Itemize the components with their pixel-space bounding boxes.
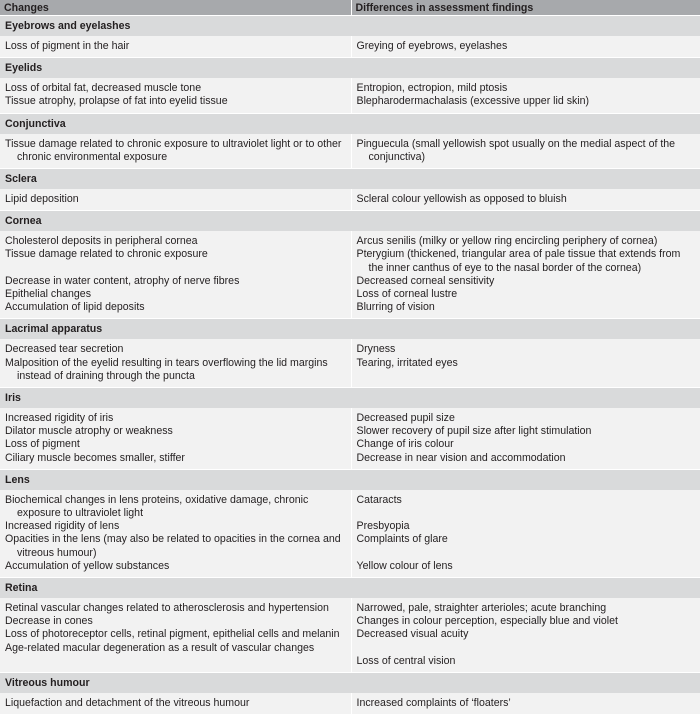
section-header-row xyxy=(0,211,700,232)
change-item: Dilator muscle atrophy or weakness xyxy=(5,425,346,438)
table-row xyxy=(0,408,700,469)
section-header-row xyxy=(0,388,700,409)
change-item: Loss of orbital fat, decreased muscle tone xyxy=(5,82,346,95)
findings-cell xyxy=(351,189,700,211)
header-findings: Differences in assessment findings xyxy=(351,0,700,16)
finding-item: Loss of central vision xyxy=(357,655,696,668)
findings-cell xyxy=(351,78,700,113)
change-item: Decreased tear secretion xyxy=(5,343,346,356)
finding-item: Yellow colour of lens xyxy=(357,560,696,573)
change-item: Increased rigidity of lens xyxy=(5,520,346,533)
section-title: Conjunctiva xyxy=(0,113,700,134)
change-item: Cholesterol deposits in peripheral cornea xyxy=(5,235,346,248)
findings-cell xyxy=(351,36,700,58)
finding-item: Decreased pupil size xyxy=(357,412,696,425)
section-header-row xyxy=(0,319,700,340)
section-title: Sclera xyxy=(0,169,700,190)
finding-item: Slower recovery of pupil size after light stimulation xyxy=(357,425,696,438)
section-title: Lens xyxy=(0,469,700,490)
section-header-row xyxy=(0,578,700,599)
finding-item: Scleral colour yellowish as opposed to bluish xyxy=(357,193,696,206)
changes-cell xyxy=(0,231,351,319)
change-item: Loss of photoreceptor cells, retinal pigment, epithelial cells and melanin xyxy=(5,628,346,641)
table-row xyxy=(0,598,700,673)
finding-item xyxy=(357,507,696,520)
change-item: Decrease in cones xyxy=(5,615,346,628)
change-item: Tissue damage related to chronic exposure to ultraviolet light or to other chronic environmental exposure xyxy=(5,138,346,164)
section-title: Lacrimal apparatus xyxy=(0,319,700,340)
table-header-row xyxy=(0,0,700,16)
changes-cell xyxy=(0,693,351,714)
section-title: Vitreous humour xyxy=(0,673,700,694)
change-item: Age-related macular degeneration as a result of vascular changes xyxy=(5,642,346,655)
finding-item xyxy=(357,547,696,560)
finding-item: Decreased visual acuity xyxy=(357,628,696,641)
change-item: Accumulation of yellow substances xyxy=(5,560,346,573)
finding-item: Blurring of vision xyxy=(357,301,696,314)
section-header-row xyxy=(0,58,700,79)
change-item: Biochemical changes in lens proteins, oxidative damage, chronic exposure to ultraviolet light xyxy=(5,494,346,520)
changes-cell xyxy=(0,598,351,673)
finding-item: Increased complaints of ‘floaters’ xyxy=(357,697,696,710)
section-header-row xyxy=(0,169,700,190)
change-item: Opacities in the lens (may also be related to opacities in the cornea and vitreous humour) xyxy=(5,533,346,559)
change-item: Increased rigidity of iris xyxy=(5,412,346,425)
findings-cell xyxy=(351,598,700,673)
table-row xyxy=(0,189,700,211)
change-item: Epithelial changes xyxy=(5,288,346,301)
change-item: Loss of pigment in the hair xyxy=(5,40,346,53)
change-item: Accumulation of lipid deposits xyxy=(5,301,346,314)
table-row xyxy=(0,78,700,113)
changes-cell xyxy=(0,78,351,113)
changes-cell xyxy=(0,36,351,58)
change-item: Retinal vascular changes related to atherosclerosis and hypertension xyxy=(5,602,346,615)
change-item: Loss of pigment xyxy=(5,438,346,451)
findings-cell xyxy=(351,693,700,714)
section-header-row xyxy=(0,16,700,37)
changes-cell xyxy=(0,490,351,578)
table-row xyxy=(0,339,700,387)
changes-cell xyxy=(0,339,351,387)
table-row xyxy=(0,134,700,169)
finding-item: Narrowed, pale, straighter arterioles; acute branching xyxy=(357,602,696,615)
section-title: Eyelids xyxy=(0,58,700,79)
changes-cell xyxy=(0,134,351,169)
finding-item: Pinguecula (small yellowish spot usually on the medial aspect of the conjunctiva) xyxy=(357,138,696,164)
section-header-row xyxy=(0,469,700,490)
section-header-row xyxy=(0,113,700,134)
change-item: Malposition of the eyelid resulting in tears overflowing the lid margins instead of draining through the puncta xyxy=(5,357,346,383)
finding-item: Dryness xyxy=(357,343,696,356)
findings-cell xyxy=(351,339,700,387)
finding-item: Changes in colour perception, especially blue and violet xyxy=(357,615,696,628)
changes-cell xyxy=(0,408,351,469)
finding-item: Complaints of glare xyxy=(357,533,696,546)
section-title: Iris xyxy=(0,388,700,409)
finding-item: Presbyopia xyxy=(357,520,696,533)
finding-item: Decrease in near vision and accommodation xyxy=(357,452,696,465)
finding-item: Tearing, irritated eyes xyxy=(357,357,696,370)
table-row xyxy=(0,231,700,319)
change-item: Ciliary muscle becomes smaller, stiffer xyxy=(5,452,346,465)
finding-item: Greying of eyebrows, eyelashes xyxy=(357,40,696,53)
findings-cell xyxy=(351,408,700,469)
findings-cell xyxy=(351,231,700,319)
table-row xyxy=(0,693,700,714)
table-row xyxy=(0,36,700,58)
finding-item: Pterygium (thickened, triangular area of pale tissue that extends from the inner canthus of eye to the nasal border of the cornea) xyxy=(357,248,696,274)
section-title: Cornea xyxy=(0,211,700,232)
section-title: Retina xyxy=(0,578,700,599)
change-item: Decrease in water content, atrophy of nerve fibres xyxy=(5,275,346,288)
finding-item: Loss of corneal lustre xyxy=(357,288,696,301)
header-changes: Changes xyxy=(0,0,351,16)
section-title: Eyebrows and eyelashes xyxy=(0,16,700,37)
finding-item: Change of iris colour xyxy=(357,438,696,451)
finding-item: Decreased corneal sensitivity xyxy=(357,275,696,288)
changes-cell xyxy=(0,189,351,211)
finding-item: Entropion, ectropion, mild ptosis xyxy=(357,82,696,95)
finding-item: Blepharodermachalasis (excessive upper lid skin) xyxy=(357,95,696,108)
change-item: Lipid deposition xyxy=(5,193,346,206)
finding-item: Arcus senilis (milky or yellow ring encircling periphery of cornea) xyxy=(357,235,696,248)
change-item: Tissue damage related to chronic exposure xyxy=(5,248,346,261)
change-item xyxy=(5,262,346,275)
finding-item: Cataracts xyxy=(357,494,696,507)
change-item: Tissue atrophy, prolapse of fat into eyelid tissue xyxy=(5,95,346,108)
table-body xyxy=(0,16,700,714)
section-header-row xyxy=(0,673,700,694)
change-item: Liquefaction and detachment of the vitreous humour xyxy=(5,697,346,710)
finding-item xyxy=(357,642,696,655)
findings-cell xyxy=(351,490,700,578)
findings-cell xyxy=(351,134,700,169)
table-row xyxy=(0,490,700,578)
